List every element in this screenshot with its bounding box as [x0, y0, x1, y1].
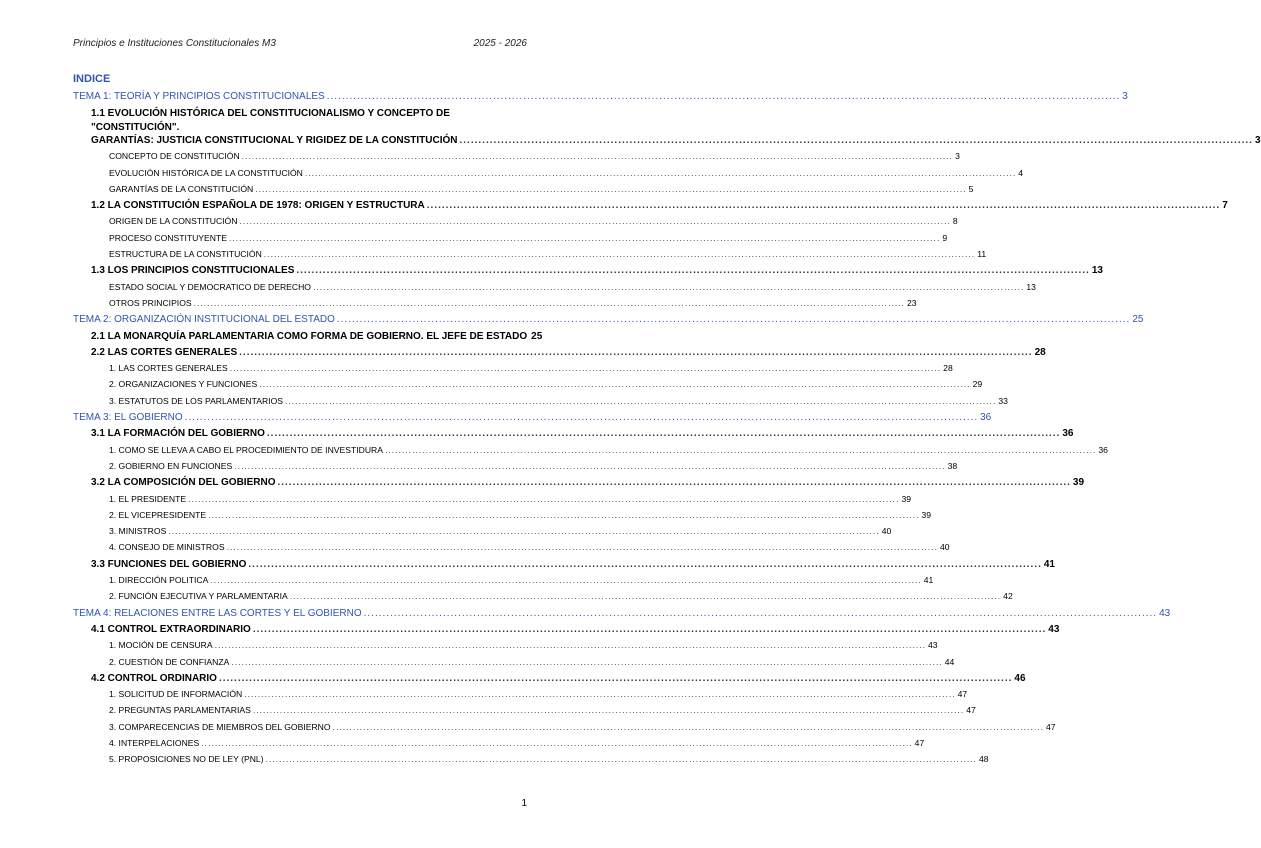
table-of-contents [73, 91, 1261, 771]
toc-entry-page: 28 [943, 363, 953, 374]
toc-entry-label: 1. DIRECCIÓN POLITICA [109, 575, 209, 586]
toc-entry[interactable] [73, 509, 932, 526]
dot-leader [305, 168, 1016, 178]
dot-leader [244, 689, 955, 699]
toc-entry-page: 40 [939, 542, 950, 553]
toc-entry-page: 33 [998, 395, 1008, 406]
toc-entry[interactable] [73, 754, 989, 770]
dot-leader [333, 722, 1044, 732]
dot-leader [210, 575, 921, 585]
toc-entry-page: 5 [968, 183, 974, 194]
dot-leader [239, 347, 1032, 358]
toc-entry[interactable] [73, 151, 960, 167]
dot-leader [266, 754, 977, 764]
dot-leader [234, 461, 945, 471]
toc-entry[interactable] [73, 200, 1228, 216]
toc-entry-label: 2. FUNCIÓN EJECUTIVA Y PARLAMENTARIA [109, 591, 288, 602]
dot-leader [313, 282, 1024, 292]
toc-entry-page: 43 [1048, 623, 1060, 635]
page-number: 1 [521, 798, 527, 809]
toc-entry[interactable] [73, 232, 948, 249]
toc-entry-page: 42 [1003, 591, 1013, 602]
toc-entry-label: 1. MOCIÓN DE CENSURA [109, 640, 213, 651]
toc-entry-page: 36 [980, 412, 992, 424]
toc-entry-label-continued: GARANTÍAS: JUSTICIA CONSTITUCIONAL Y RIGIDEZ DE LA CONSTITUCIÓN [91, 135, 458, 147]
toc-entry[interactable] [73, 281, 1036, 298]
toc-entry[interactable] [73, 460, 958, 477]
toc-entry[interactable] [73, 526, 892, 542]
toc-entry-label: 2. CUESTIÓN DE CONFIANZA [109, 656, 230, 667]
toc-entry-page: 4 [1018, 167, 1024, 178]
toc-entry-label: 5. PROPOSICIONES NO DE LEY (PNL) [109, 754, 264, 765]
toc-entry-page: 36 [1062, 428, 1074, 440]
toc-entry-label: ESTADO SOCIAL Y DEMOCRATICO DE DERECHO [109, 281, 311, 292]
toc-entry[interactable] [73, 656, 955, 673]
dot-leader [215, 640, 926, 650]
dot-leader [255, 184, 966, 194]
toc-entry[interactable] [73, 444, 1108, 461]
dot-leader [290, 591, 1001, 601]
dot-leader [253, 624, 1046, 635]
dot-leader [168, 526, 879, 536]
toc-entry[interactable] [73, 623, 1060, 640]
toc-entry[interactable] [73, 477, 1085, 493]
toc-entry-page: 40 [881, 526, 892, 537]
toc-entry-page: 46 [1014, 672, 1026, 684]
toc-entry-page: 25 [531, 330, 543, 342]
toc-entry-label: 3. ESTATUTOS DE LOS PARLAMENTARIOS [109, 395, 283, 406]
toc-entry[interactable] [73, 395, 1008, 412]
dot-leader [337, 314, 1130, 325]
toc-entry-label: 4.2 CONTROL ORDINARIO [91, 672, 217, 684]
dot-leader [327, 91, 1120, 102]
dot-leader [264, 249, 975, 259]
toc-entry[interactable] [73, 493, 912, 510]
toc-entry-label: ORIGEN DE LA CONSTITUCIÓN [109, 216, 238, 227]
toc-entry[interactable] [73, 363, 953, 379]
toc-entry-label: PROCESO CONSTITUYENTE [109, 232, 227, 243]
toc-entry-label: TEMA 1: TEORÍA Y PRINCIPIOS CONSTITUCIONALES [73, 91, 325, 102]
toc-entry[interactable] [73, 607, 1171, 624]
toc-entry-label: ESTRUCTURA DE LA CONSTITUCIÓN [109, 249, 262, 260]
toc-entry-page: 39 [1072, 477, 1085, 489]
toc-entry[interactable] [73, 314, 1144, 330]
toc-entry[interactable] [73, 672, 1026, 689]
toc-entry[interactable] [73, 265, 1103, 281]
toc-entry-label: 3. COMPARECENCIAS DE MIEMBROS DEL GOBIERNO [109, 721, 331, 732]
toc-entry-page: 43 [1159, 607, 1171, 619]
toc-entry[interactable] [73, 705, 976, 721]
toc-entry-page: 9 [942, 232, 948, 243]
toc-entry-label: OTROS PRINCIPIOS [109, 297, 192, 308]
toc-entry-page: 47 [1045, 721, 1056, 732]
toc-entry-label: 2.1 LA MONARQUÍA PARLAMENTARIA COMO FORMA DE GOBIERNO. EL JEFE DE ESTADO [91, 330, 528, 342]
toc-entry-page: 3 [1122, 91, 1128, 102]
toc-entry-label: 3.2 LA COMPOSICIÓN DEL GOBIERNO [91, 477, 276, 489]
toc-entry-label: 1.1 EVOLUCIÓN HISTÓRICA DEL CONSTITUCIONALISMO Y CONCEPTO DE "CONSTITUCIÓN". [91, 108, 450, 134]
dot-leader [185, 412, 978, 423]
dot-leader [248, 559, 1041, 570]
index-title: INDICE [73, 73, 111, 85]
toc-entry-label: 3.3 FUNCIONES DEL GOBIERNO [91, 558, 247, 570]
dot-leader [229, 233, 940, 243]
toc-entry-page: 13 [1026, 281, 1036, 292]
toc-entry-label: 2. GOBIERNO EN FUNCIONES [109, 460, 233, 471]
dot-leader [259, 379, 970, 389]
toc-entry-label: 1. LAS CORTES GENERALES [109, 363, 228, 374]
toc-entry-page: 8 [952, 216, 958, 227]
toc-entry-label: 2. ORGANIZACIONES Y FUNCIONES [109, 379, 258, 390]
dot-leader [427, 200, 1220, 211]
dot-leader [219, 673, 1012, 684]
toc-entry-label: 4. INTERPELACIONES [109, 737, 200, 748]
toc-entry[interactable] [73, 412, 992, 428]
toc-entry[interactable] [73, 249, 987, 265]
dot-leader [208, 510, 919, 520]
toc-entry[interactable] [73, 379, 983, 395]
toc-entry[interactable] [73, 640, 938, 656]
toc-entry-label: 1. EL PRESIDENTE [109, 493, 187, 504]
toc-entry[interactable] [73, 183, 974, 200]
toc-entry-page: 39 [921, 509, 932, 520]
toc-entry-label: 1. SOLICITUD DE INFORMACIÓN [109, 689, 243, 700]
dot-leader [460, 135, 1253, 146]
toc-entry-label: TEMA 3: EL GOBIERNO [73, 412, 183, 424]
dot-leader [230, 363, 941, 373]
toc-entry-label: 4. CONSEJO DE MINISTROS [109, 542, 225, 553]
dot-leader [194, 298, 905, 308]
toc-entry-label: 1. COMO SE LLEVA A CABO EL PROCEDIMIENTO DE INVESTIDURA [109, 444, 383, 455]
dot-leader [227, 542, 938, 552]
toc-entry-label: EVOLUCIÓN HISTÓRICA DE LA CONSTITUCIÓN [109, 167, 303, 178]
dot-leader [267, 428, 1060, 439]
toc-entry-page: 23 [907, 297, 917, 308]
dot-leader [296, 265, 1089, 276]
toc-entry-page: 38 [947, 460, 958, 471]
dot-leader [285, 396, 996, 406]
toc-entry[interactable] [73, 330, 543, 347]
toc-entry-label: 2. PREGUNTAS PARLAMENTARIAS [109, 705, 251, 716]
toc-entry-label: 3.1 LA FORMACIÓN DEL GOBIERNO [91, 428, 265, 440]
toc-entry-page: 13 [1091, 265, 1103, 277]
toc-entry[interactable] [73, 591, 1013, 607]
toc-entry[interactable] [73, 91, 1128, 107]
dot-leader [188, 494, 899, 504]
toc-entry-page: 28 [1034, 346, 1046, 358]
toc-entry-label: TEMA 4: RELACIONES ENTRE LAS CORTES Y EL GOBIERNO [73, 607, 362, 619]
toc-entry-page: 47 [914, 737, 925, 748]
toc-entry-label: CONCEPTO DE CONSTITUCIÓN [109, 151, 240, 162]
dot-leader [239, 216, 950, 226]
toc-entry-page: 3 [1254, 135, 1261, 147]
toc-entry-page: 25 [1132, 314, 1144, 326]
toc-entry-page: 48 [978, 754, 989, 765]
toc-entry-label: 4.1 CONTROL EXTRAORDINARIO [91, 623, 251, 635]
toc-entry-label: 3. MINISTROS [109, 526, 167, 537]
dot-leader [231, 657, 942, 667]
toc-entry[interactable] [73, 167, 1024, 184]
toc-entry-label: 2. EL VICEPRESIDENTE [109, 509, 207, 520]
toc-entry[interactable] [73, 721, 1056, 738]
toc-entry[interactable] [73, 216, 958, 232]
toc-entry[interactable] [73, 428, 1074, 444]
toc-entry-page: 47 [966, 705, 976, 716]
dot-leader [253, 705, 964, 715]
toc-entry-page: 11 [977, 249, 987, 260]
dot-leader [277, 477, 1070, 488]
toc-entry-label: 1.2 LA CONSTITUCIÓN ESPAÑOLA DE 1978: ORIGEN Y ESTRUCTURA [91, 200, 425, 212]
toc-entry-page: 47 [957, 689, 968, 700]
toc-entry[interactable] [73, 297, 917, 314]
toc-entry-label: TEMA 2: ORGANIZACIÓN INSTITUCIONAL DEL ESTADO [73, 314, 335, 326]
toc-entry-label: 1.3 LOS PRINCIPIOS CONSTITUCIONALES [91, 265, 295, 277]
toc-entry[interactable] [73, 346, 1046, 363]
toc-entry[interactable] [73, 689, 968, 705]
toc-entry-page: 44 [944, 656, 955, 667]
dot-leader [201, 738, 912, 748]
dot-leader [242, 151, 953, 161]
toc-entry-page: 39 [901, 493, 912, 504]
toc-entry-page: 7 [1222, 200, 1228, 212]
toc-entry[interactable] [73, 737, 925, 754]
dot-leader [364, 608, 1157, 619]
toc-entry-label: 2.2 LAS CORTES GENERALES [91, 346, 238, 358]
dot-leader [385, 445, 1096, 455]
toc-entry-page: 41 [923, 575, 934, 586]
toc-entry-page: 43 [928, 640, 938, 651]
toc-entry[interactable] [73, 558, 1055, 575]
toc-entry-page: 29 [972, 379, 983, 390]
toc-entry[interactable] [73, 107, 1261, 150]
header-title: Principios e Instituciones Constitucionales M3 [73, 38, 276, 49]
toc-entry-page: 41 [1043, 558, 1055, 570]
toc-entry[interactable] [73, 575, 934, 591]
toc-entry-label: GARANTÍAS DE LA CONSTITUCIÓN [109, 183, 254, 194]
toc-entry-page: 36 [1098, 444, 1108, 455]
toc-entry-page: 3 [955, 151, 960, 162]
toc-entry[interactable] [73, 542, 950, 558]
header-year: 2025 - 2026 [473, 38, 527, 49]
